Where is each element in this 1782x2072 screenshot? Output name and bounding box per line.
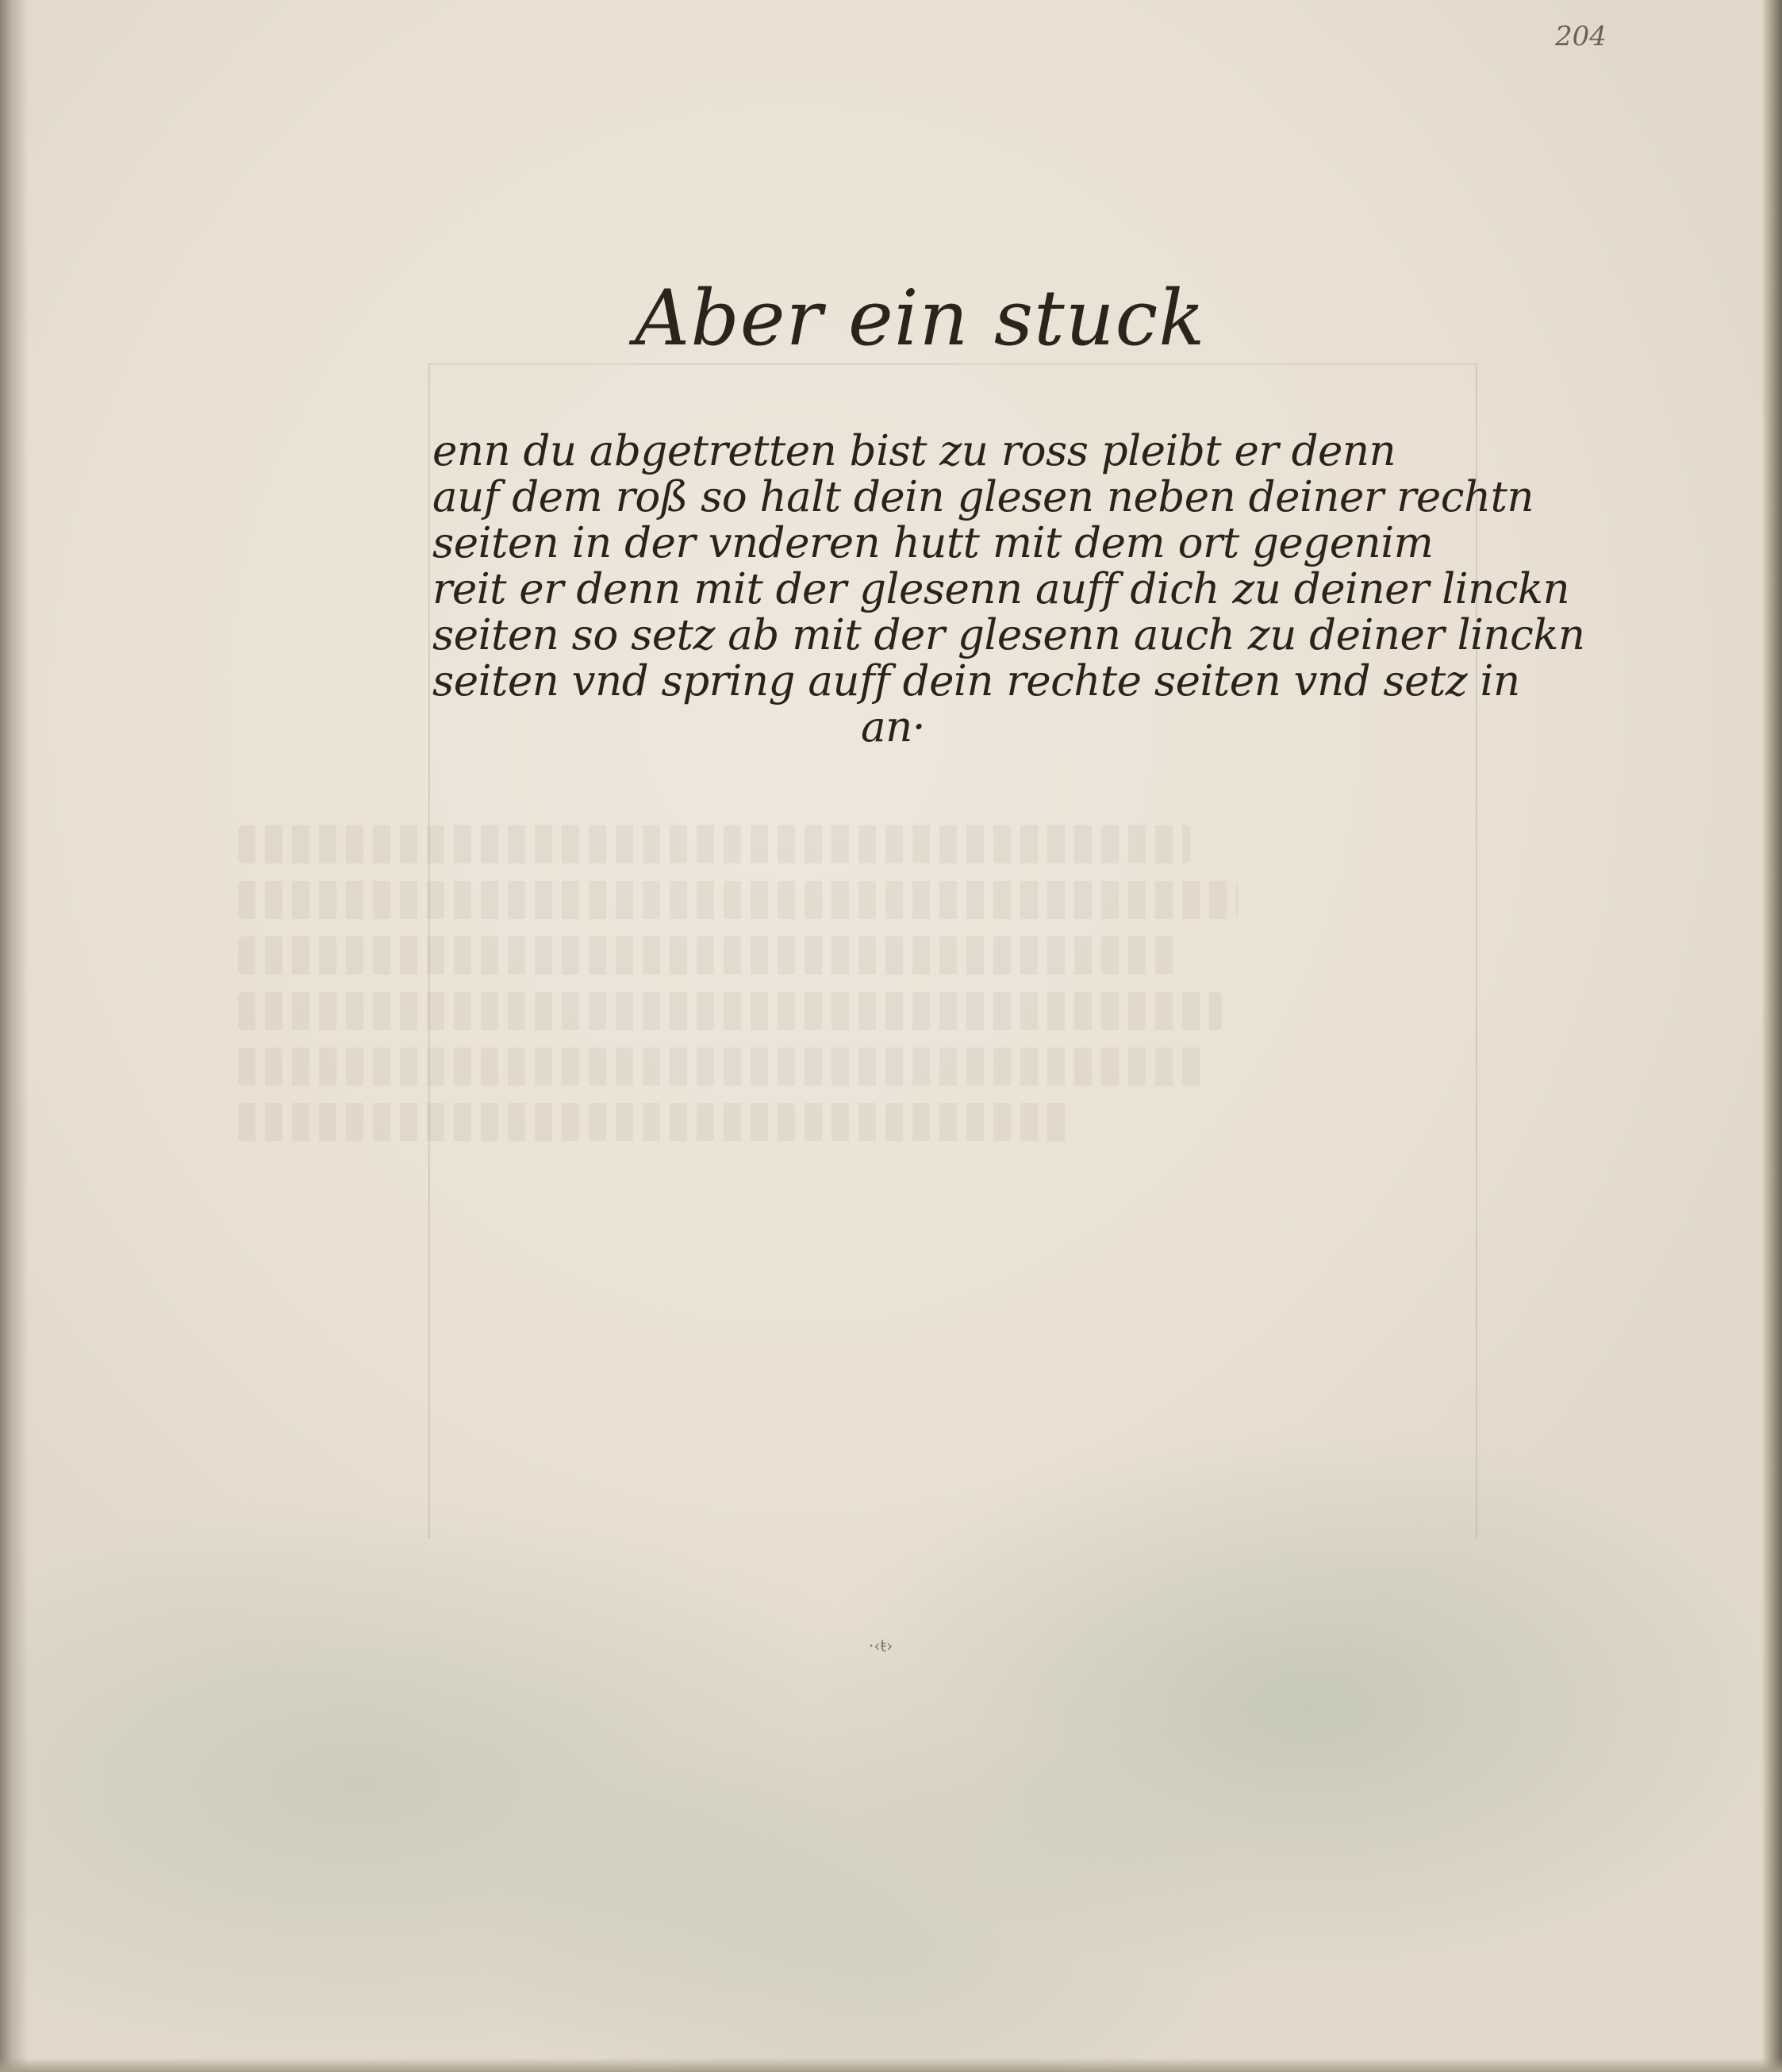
page-edge-right bbox=[1761, 0, 1782, 2072]
show-through-text bbox=[238, 825, 1254, 1159]
text-line: enn du abgetretten bist zu ross pleibt er denn bbox=[432, 427, 1396, 475]
manuscript-text-block bbox=[432, 427, 1585, 752]
ruling-line-top bbox=[428, 363, 1476, 365]
text-line: reit er denn mit der glesenn auff dich zu deiner linckn bbox=[432, 565, 1570, 613]
text-line: an· bbox=[861, 703, 926, 752]
text-line: seiten vnd spring auff dein rechte seiten vnd setz in bbox=[432, 657, 1520, 705]
text-line: seiten in der vnderen hutt mit dem ort gegenim bbox=[432, 519, 1434, 567]
gutter-shadow bbox=[0, 0, 29, 2072]
text-line: seiten so setz ab mit der glesenn auch zu deiner linckn bbox=[432, 611, 1585, 659]
folio-number: 204 bbox=[1555, 21, 1607, 52]
page-heading: Aber ein stuck bbox=[635, 274, 1206, 363]
page-edge-bottom bbox=[0, 2058, 1782, 2072]
small-ink-mark-icon: ·‹ŧ› bbox=[869, 1636, 893, 1655]
text-line: auf dem roß so halt dein glesen neben deiner rechtn bbox=[432, 473, 1534, 521]
